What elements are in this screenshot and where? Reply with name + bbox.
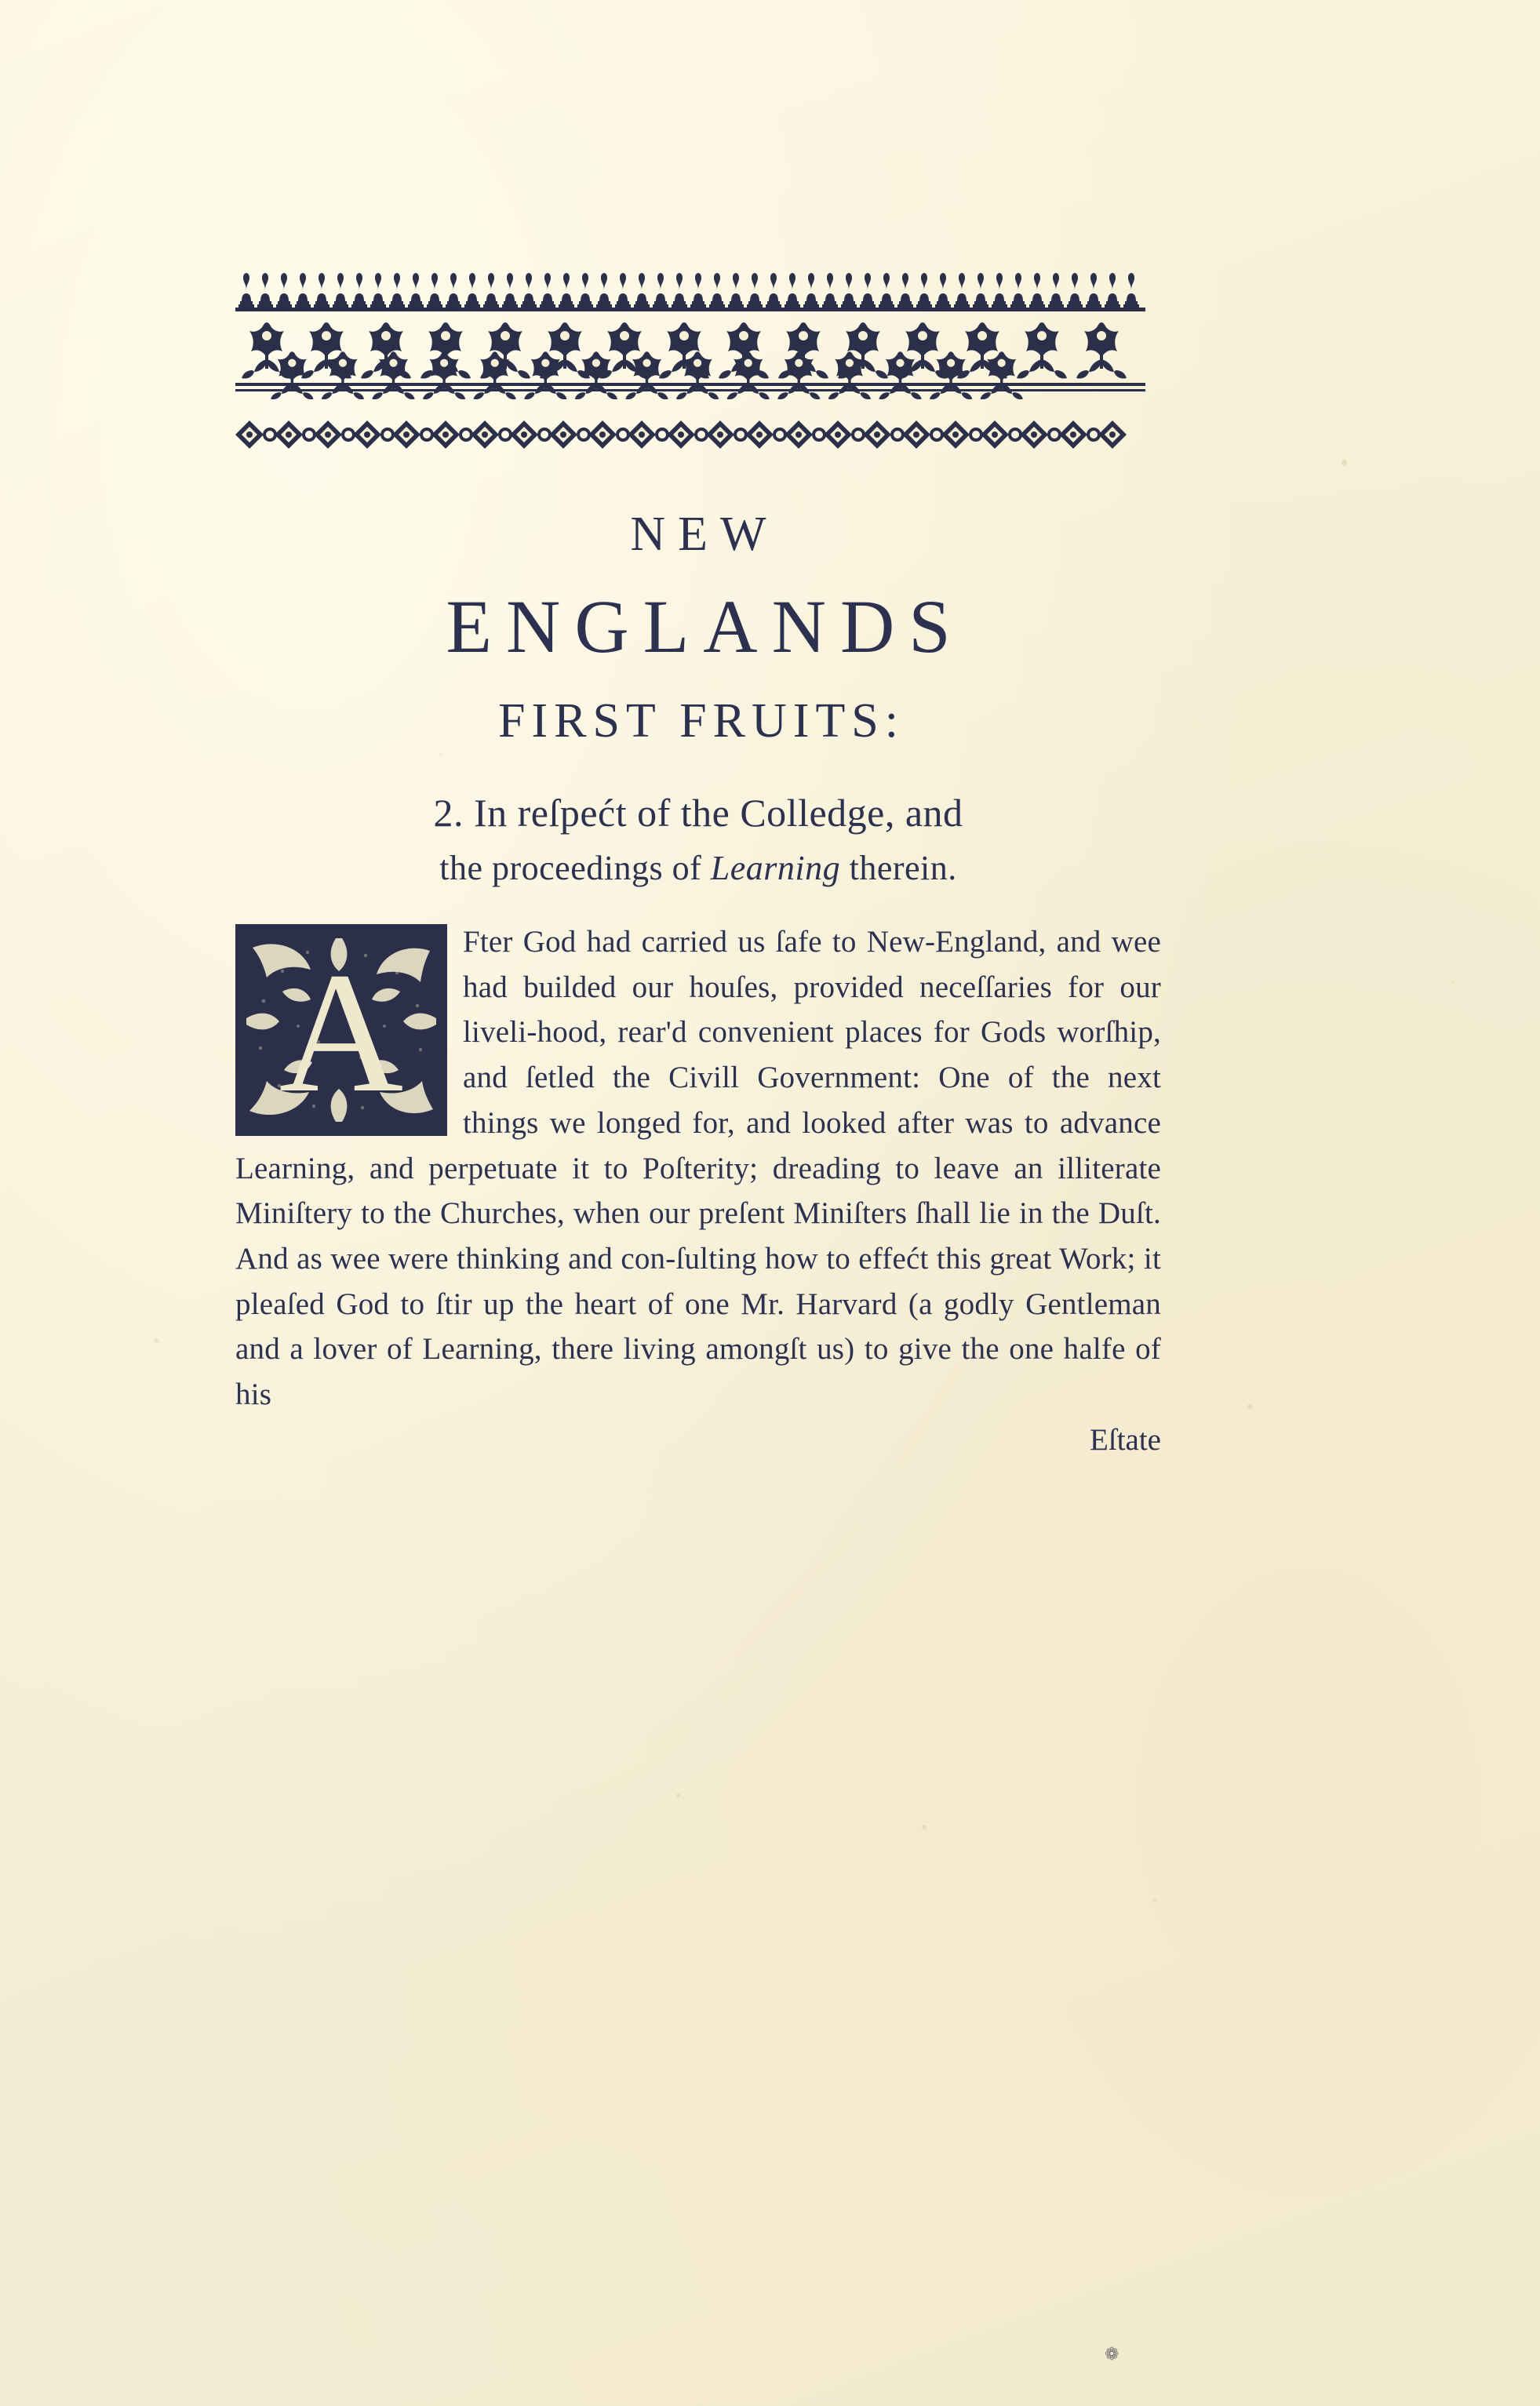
title-line-new: NEW bbox=[630, 508, 779, 561]
body-text: Fter God had carried us ſafe to New-England, and wee had builded our houſes, provided neceſſaries for our liveli-hood, rear'd convenient places for Gods worſhip, and ſetled the Civill Government: One of the next things we longed for, and looked after was to advance Learning, and perpetuate it to Poſterity; dreading to leave an illiterate Miniſtery to the Churches, when our preſent Miniſters ſhall lie in the Duſt. And as wee were thinking and con-ſulting how to effećt this great Work; it pleaſed God to ſtir up the heart of one Mr. Harvard (a godly Gentleman and a lover of Learning, there living amongſt us) to give the one halfe of his bbox=[235, 925, 1161, 1412]
subtitle-line-1: 2. In reſpećt of the Colledge, and bbox=[433, 791, 963, 835]
subtitle-suffix: therein. bbox=[840, 849, 957, 887]
ornamental-dropcap-a bbox=[235, 924, 447, 1136]
svg-text:A: A bbox=[279, 937, 404, 1128]
paper-speckle bbox=[1342, 460, 1347, 465]
subtitle-prefix: the proceedings of bbox=[439, 849, 711, 887]
catchword: Eſtate bbox=[1090, 1422, 1161, 1457]
title-line-englands: ENGLANDS bbox=[446, 584, 965, 668]
paper-speckle bbox=[922, 1825, 927, 1829]
subtitle-italic-learning: Learning bbox=[710, 849, 841, 887]
printers-headband-ornament bbox=[235, 267, 1145, 463]
page-content bbox=[235, 267, 1161, 1463]
title-line-first-fruits: FIRST FRUITS: bbox=[497, 694, 905, 748]
page-foot-ornament-mark: ❁ bbox=[1105, 2344, 1120, 2364]
paper-speckle bbox=[1153, 1898, 1157, 1902]
body-paragraph-block bbox=[235, 919, 1161, 1418]
paper-speckle bbox=[676, 1793, 680, 1797]
paper-speckle bbox=[1451, 981, 1455, 985]
paper-speckle bbox=[1247, 1404, 1252, 1409]
paper-speckle bbox=[154, 1338, 159, 1344]
subtitle-line-2 bbox=[235, 848, 1161, 888]
